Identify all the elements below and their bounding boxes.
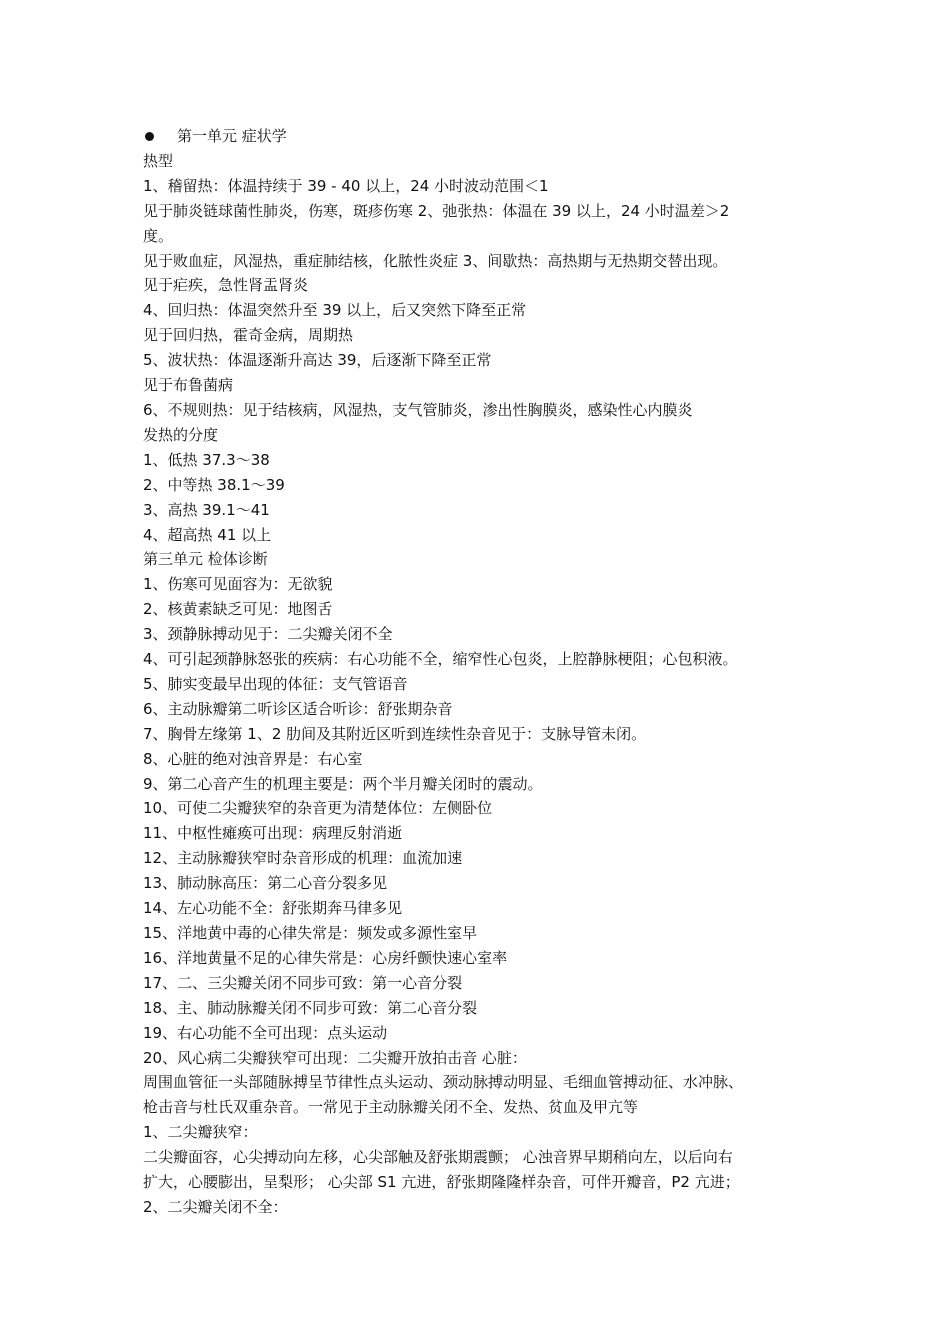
text-line: 14、左心功能不全：舒张期奔马律多见: [143, 899, 403, 918]
text-line: 6、不规则热：见于结核病，风湿热，支气管肺炎，渗出性胸膜炎，感染性心内膜炎: [143, 400, 693, 419]
document-body: [143, 149, 823, 1220]
text-line: 1、伤寒可见面容为：无欲貌: [143, 575, 333, 594]
text-line: 扩大，心腰膨出，呈梨形； 心尖部 S1 亢进，舒张期隆隆样杂音，可伴开瓣音，P2 亢进；: [143, 1173, 740, 1192]
text-line: 8、心脏的绝对浊音界是：右心室: [143, 749, 363, 768]
text-line: 7、胸骨左缘第 1、2 肋间及其附近区听到连续性杂音见于：支脉导管未闭。: [143, 724, 647, 743]
text-line: 4、回归热：体温突然升至 39 以上，后又突然下降至正常: [143, 301, 527, 320]
text-line: 10、可使二尖瓣狭窄的杂音更为清楚体位：左侧卧位: [143, 799, 493, 818]
text-line: 13、肺动脉高压：第二心音分裂多见: [143, 874, 388, 893]
text-line: 1、二尖瓣狭窄：: [143, 1123, 258, 1142]
text-line: 见于回归热，霍奇金病，周期热: [143, 326, 354, 345]
text-line: 4、可引起颈静脉怒张的疾病：右心功能不全，缩窄性心包炎，上腔静脉梗阻；心包积液。: [143, 650, 738, 669]
text-line: 5、波状热：体温逐渐升高达 39，后逐渐下降至正常: [143, 351, 492, 370]
text-line: 17、二、三尖瓣关闭不同步可致：第一心音分裂: [143, 973, 463, 992]
text-line: 11、中枢性瘫痪可出现：病理反射消逝: [143, 824, 403, 843]
section-heading: 第一单元 症状学: [177, 127, 287, 145]
text-line: 16、洋地黄量不足的心律失常是：心房纤颤快速心室率: [143, 948, 508, 967]
text-line: 见于布鲁菌病: [143, 376, 234, 395]
text-line: 见于肺炎链球菌性肺炎，伤寒，斑疹伤寒 2、弛张热：体温在 39 以上，24 小时温差＞2: [143, 201, 730, 220]
text-line: 12、主动脉瓣狭窄时杂音形成的机理：血流加速: [143, 849, 463, 868]
text-line: 3、颈静脉搏动见于：二尖瓣关闭不全: [143, 625, 393, 644]
text-line: 度。: [143, 226, 174, 245]
text-line: 19、右心功能不全可出现：点头运动: [143, 1023, 388, 1042]
text-line: 5、肺实变最早出现的体征：支气管语音: [143, 674, 408, 693]
text-line: 15、洋地黄中毒的心律失常是：频发或多源性室早: [143, 924, 478, 942]
bullet-icon: [145, 132, 154, 141]
text-line: 2、二尖瓣关闭不全：: [143, 1197, 288, 1216]
document-page: [143, 124, 823, 1220]
text-line: 20、风心病二尖瓣狭窄可出现：二尖瓣开放拍击音 心脏：: [143, 1048, 527, 1067]
text-line: 2、核黄素缺乏可见：地图舌: [143, 600, 333, 619]
text-line: 18、主、肺动脉瓣关闭不同步可致：第二心音分裂: [143, 998, 478, 1017]
text-line: 热型: [143, 151, 174, 170]
text-line: 二尖瓣面容，心尖搏动向左移，心尖部触及舒张期震颤； 心浊音界早期稍向左，以后向右: [143, 1148, 733, 1167]
text-line: 第三单元 检体诊断: [143, 550, 268, 569]
text-line: 见于败血症，风湿热，重症肺结核，化脓性炎症 3、间歇热：高热期与无热期交替出现。: [143, 251, 728, 270]
text-line: 6、主动脉瓣第二听诊区适合听诊：舒张期杂音: [143, 699, 453, 718]
text-line: 2、中等热 38.1～39: [143, 475, 285, 494]
text-line: 周围血管征一头部随脉搏呈节律性点头运动、颈动脉搏动明显、毛细血管搏动征、水冲脉、: [143, 1073, 744, 1092]
text-line: 4、超高热 41 以上: [143, 525, 272, 544]
section-heading-line: [143, 124, 823, 149]
text-line: 3、高热 39.1～41: [143, 500, 270, 519]
text-line: 1、低热 37.3～38: [143, 450, 270, 469]
text-line: 9、第二心音产生的机理主要是：两个半月瓣关闭时的震动。: [143, 774, 543, 793]
text-line: 见于疟疾，急性肾盂肾炎: [143, 276, 309, 295]
text-line: 1、稽留热：体温持续于 39 - 40 以上，24 小时波动范围＜1: [143, 176, 549, 195]
text-line: 枪击音与杜氏双重杂音。一常见于主动脉瓣关闭不全、发热、贫血及甲亢等: [143, 1098, 639, 1117]
text-line: 发热的分度: [143, 425, 219, 444]
